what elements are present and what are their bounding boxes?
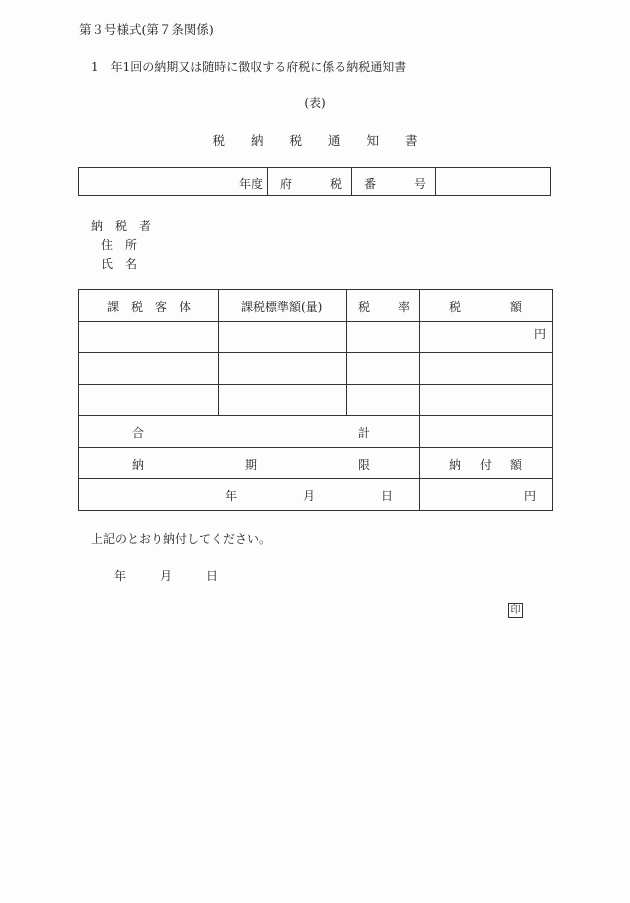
- amount-cell[interactable]: [420, 353, 553, 385]
- taxpayer-label: 納 税 者: [91, 219, 152, 233]
- col-base-header: 課税標準額(量): [219, 290, 347, 322]
- number-char-b: 号: [414, 177, 427, 191]
- table-row: [79, 321, 553, 353]
- paid-amount-label-cell: 納 付 額: [420, 447, 553, 479]
- date-day: 日: [206, 569, 219, 583]
- taxpayer-block: [91, 217, 151, 274]
- pref-label: 府: [280, 177, 293, 191]
- side-label: (表): [304, 96, 326, 110]
- col-amount-header: 税 額: [420, 290, 553, 322]
- base-cell[interactable]: [219, 353, 347, 385]
- address-label: 住 所: [101, 238, 138, 252]
- payment-note: 上記のとおり納付してください。: [91, 532, 272, 546]
- object-cell[interactable]: [79, 353, 219, 385]
- header-table: [78, 167, 551, 196]
- title-char: 書: [404, 133, 418, 148]
- table-header-row: [79, 290, 553, 322]
- total-amount-cell[interactable]: [420, 416, 553, 448]
- deadline-header-row: [79, 447, 553, 479]
- seal-stamp: 印: [508, 603, 523, 618]
- object-cell[interactable]: [79, 384, 219, 416]
- deadline-date-cell[interactable]: 年 月 日: [79, 479, 420, 511]
- base-cell[interactable]: [219, 321, 347, 353]
- number-label-cell: [352, 168, 436, 195]
- number-value-cell[interactable]: [436, 168, 550, 195]
- yen-unit: 円: [533, 326, 546, 341]
- date-month: 月: [160, 569, 173, 583]
- table-row: [79, 353, 553, 385]
- total-label-cell: 合 計: [79, 416, 420, 448]
- fiscal-year-cell[interactable]: [79, 168, 268, 195]
- title-char: 税: [289, 133, 302, 148]
- tax-type-cell[interactable]: [268, 168, 352, 195]
- document-title: [0, 131, 630, 149]
- title-char: 税: [212, 133, 225, 148]
- title-char: 知: [366, 133, 379, 148]
- name-label: 氏 名: [101, 257, 138, 271]
- fiscal-year-label: 年度: [239, 177, 264, 191]
- rate-cell[interactable]: [347, 321, 420, 353]
- number-char-a: 番: [364, 177, 377, 191]
- deadline-label-cell: 納 期 限: [79, 447, 420, 479]
- title-char: 納: [250, 133, 264, 148]
- rate-cell[interactable]: [347, 384, 420, 416]
- deadline-value-row: [79, 479, 553, 511]
- title-char: 通: [327, 133, 341, 148]
- base-cell[interactable]: [219, 384, 347, 416]
- col-object-header: 課 税 客 体: [79, 290, 219, 322]
- paid-amount-cell[interactable]: 円: [420, 479, 553, 511]
- col-rate-header: 税 率: [347, 290, 420, 322]
- tax-table: [78, 289, 553, 511]
- form-subtitle: 1 年1回の納期又は随時に徴収する府税に係る納税通知書: [91, 60, 407, 74]
- tax-label: 税: [330, 177, 343, 191]
- rate-cell[interactable]: [347, 353, 420, 385]
- issue-date: [114, 567, 218, 584]
- table-row: [79, 384, 553, 416]
- amount-cell[interactable]: [420, 321, 553, 353]
- total-row: [79, 416, 553, 448]
- object-cell[interactable]: [79, 321, 219, 353]
- amount-cell[interactable]: [420, 384, 553, 416]
- form-number: 第３号様式(第７条関係): [79, 22, 214, 37]
- date-year: 年: [114, 569, 127, 583]
